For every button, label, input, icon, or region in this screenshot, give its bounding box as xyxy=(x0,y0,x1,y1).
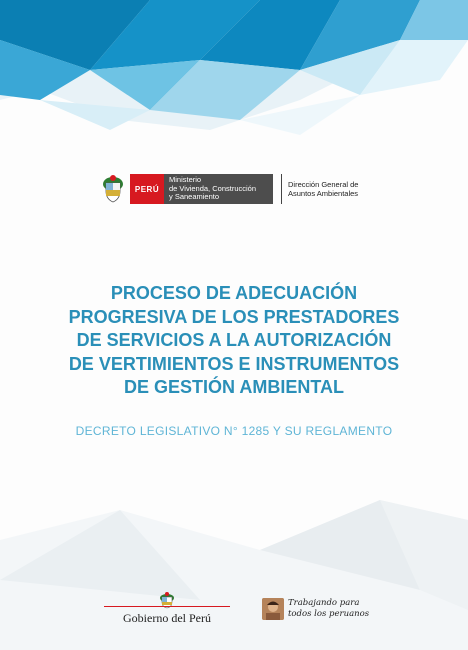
header-divider xyxy=(281,174,282,204)
coat-of-arms-icon xyxy=(100,174,126,204)
government-label: Gobierno del Perú xyxy=(123,611,211,625)
title-line-5: DE GESTIÓN AMBIENTAL xyxy=(124,377,344,397)
slogan-text xyxy=(288,598,382,620)
institution-header xyxy=(100,172,390,208)
document-subtitle: DECRETO LEGISLATIVO N° 1285 Y SU REGLAMENTO xyxy=(75,424,393,438)
document-title xyxy=(28,282,440,400)
bottom-geometric-background xyxy=(0,480,468,650)
slogan-logo xyxy=(262,598,382,624)
title-line-4: DE VERTIMIENTOS E INSTRUMENTOS xyxy=(68,353,400,374)
ministry-line-2: de Vivienda, Construcción xyxy=(169,183,256,193)
ministry-name xyxy=(164,174,273,204)
ministry-line-1: Ministerio xyxy=(169,175,202,184)
title-line-1: PROCESO DE ADECUACIÓN xyxy=(110,283,358,303)
portrait-photo xyxy=(262,598,284,620)
government-red-rule xyxy=(104,606,230,607)
direction-name xyxy=(288,180,358,198)
peru-label: PERÚ xyxy=(130,174,164,204)
ministry-line-3: y Saneamiento xyxy=(169,192,220,201)
government-logo xyxy=(104,592,230,628)
top-geometric-banner xyxy=(0,0,468,150)
title-line-2: PROGRESIVA DE LOS PRESTADORES xyxy=(68,306,400,327)
slogan-line-2: todos los peruanos xyxy=(288,609,370,619)
slogan-line-1: Trabajando para xyxy=(288,598,360,608)
direction-line-2: Asuntos Ambientales xyxy=(288,189,359,198)
direction-line-1: Dirección General de xyxy=(288,180,359,189)
title-line-3: DE SERVICIOS A LA AUTORIZACIÓN xyxy=(76,330,392,350)
